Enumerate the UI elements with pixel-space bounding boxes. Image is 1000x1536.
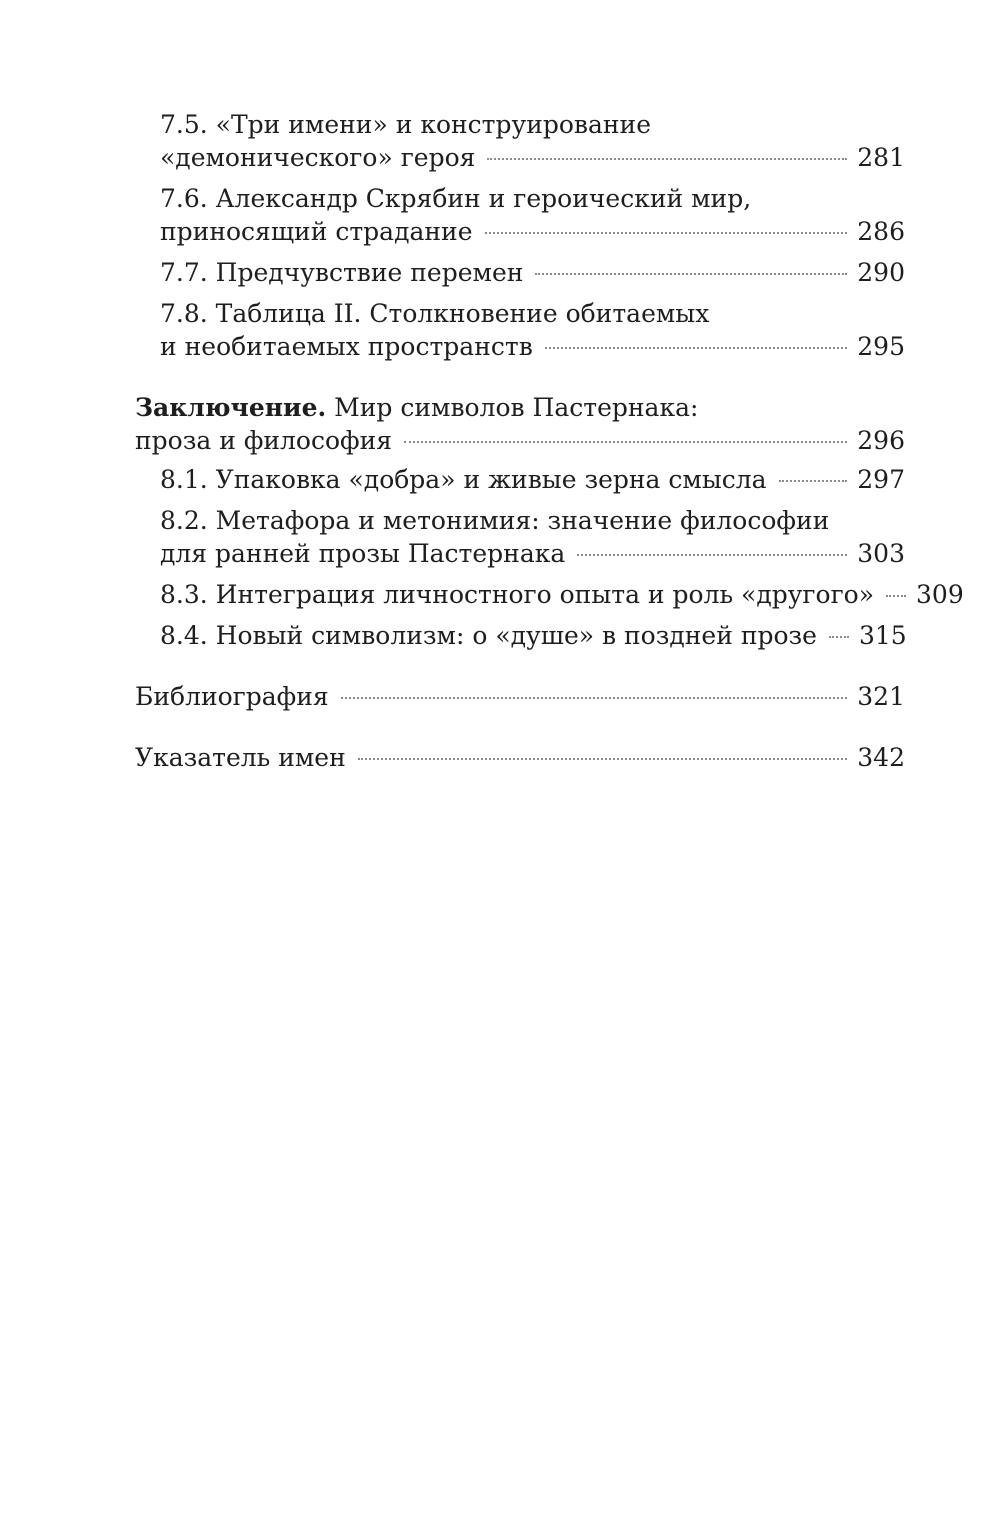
- toc-page-number: 295: [857, 332, 905, 361]
- toc-entry-title-line: для ранней прозы Пастернака: [160, 539, 566, 568]
- dot-leader: [485, 232, 848, 234]
- table-of-contents: [135, 108, 964, 774]
- toc-page-number: 303: [857, 539, 905, 568]
- toc-entry-title-line: проза и философия: [135, 426, 393, 455]
- toc-page-number: 309: [916, 580, 964, 609]
- toc-entry-8-3[interactable]: [135, 578, 964, 611]
- toc-entry-title-line: 8.1. Упаковка «добра» и живые зерна смысла: [160, 465, 767, 494]
- toc-entry-title-line: «демонического» героя: [160, 143, 476, 172]
- toc-entry-7-8[interactable]: [135, 297, 905, 363]
- toc-entry-title-line: и необитаемых пространств: [160, 332, 533, 361]
- toc-entry-title-line: 7.5. «Три имени» и конструирование: [160, 110, 652, 139]
- toc-page-number: 321: [857, 682, 905, 711]
- toc-entry-title-line: 7.8. Таблица II. Столкновение обитаемых: [160, 299, 710, 328]
- toc-entry-7-5[interactable]: [135, 108, 905, 174]
- dot-leader: [358, 758, 848, 760]
- toc-entry-8-2[interactable]: [135, 504, 905, 570]
- toc-entry-title-rest: Мир символов Пастернака:: [326, 393, 699, 422]
- dot-leader: [886, 595, 906, 597]
- toc-page-number: 296: [857, 426, 905, 455]
- toc-entry-bibliography[interactable]: [135, 680, 905, 713]
- toc-entry-title-line: 8.3. Интеграция личностного опыта и роль «другого»: [160, 580, 875, 609]
- toc-entry-7-6[interactable]: [135, 182, 905, 248]
- toc-entry-title-line: 7.7. Предчувствие перемен: [160, 258, 524, 287]
- toc-page-number: 281: [857, 143, 905, 172]
- dot-leader: [535, 273, 847, 275]
- dot-leader: [829, 636, 849, 638]
- toc-page-number: 297: [857, 465, 905, 494]
- toc-entry-bold-label: Заключение.: [135, 393, 327, 422]
- toc-page-number: 315: [858, 621, 907, 650]
- dot-leader: [404, 441, 847, 443]
- toc-entry-title-line: 7.6. Александр Скрябин и героический мир,: [160, 184, 752, 213]
- toc-entry-conclusion[interactable]: [135, 391, 905, 457]
- dot-leader: [779, 480, 848, 482]
- dot-leader: [487, 158, 847, 160]
- toc-entry-8-1[interactable]: [135, 463, 905, 496]
- toc-entry-title-line: 8.4. Новый символизм: о «душе» в поздней прозе: [160, 621, 817, 650]
- toc-entry-title-line: приносящий страдание: [160, 217, 473, 246]
- toc-page-number: 286: [857, 217, 905, 246]
- toc-entry-title-line: Указатель имен: [135, 743, 346, 772]
- toc-entry-title-line: Библиография: [135, 682, 329, 711]
- toc-entry-name-index[interactable]: [135, 741, 905, 774]
- toc-entry-title-line: 8.2. Метафора и метонимия: значение философии: [160, 506, 830, 535]
- toc-entry-8-4[interactable]: [135, 619, 905, 652]
- toc-page-number: 290: [857, 258, 905, 287]
- dot-leader: [341, 697, 848, 699]
- dot-leader: [545, 347, 848, 349]
- dot-leader: [577, 554, 847, 556]
- toc-entry-7-7[interactable]: [135, 256, 905, 289]
- toc-entry-title-line: [135, 391, 905, 424]
- toc-page-number: 342: [857, 743, 905, 772]
